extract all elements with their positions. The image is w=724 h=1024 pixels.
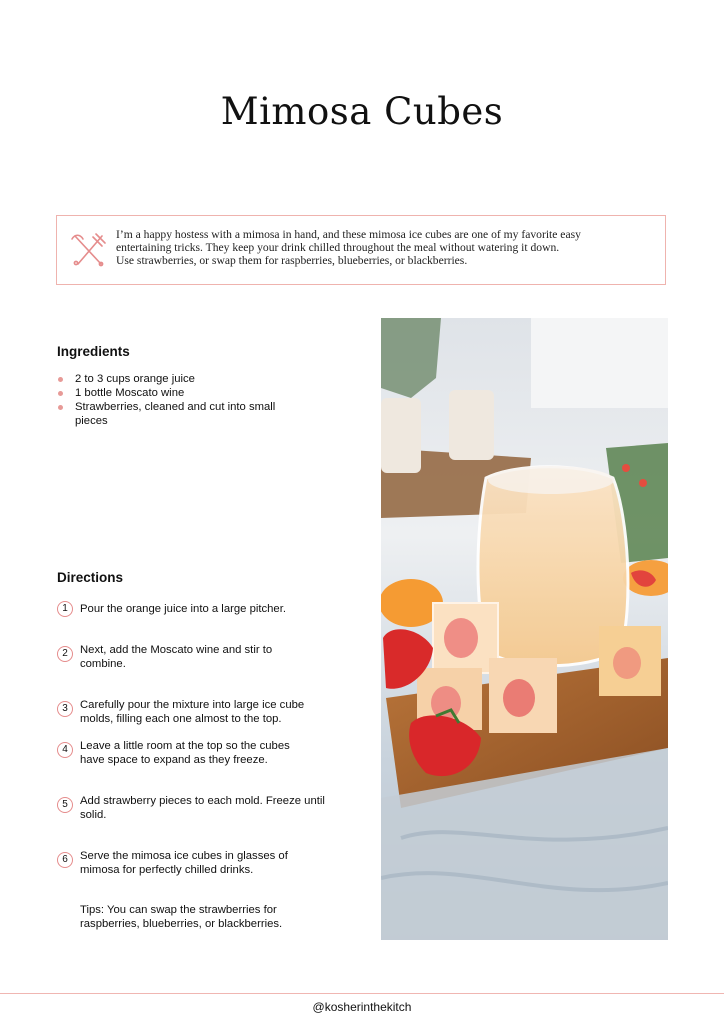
step-number-badge: 1 bbox=[57, 601, 73, 617]
step-text: Add strawberry pieces to each mold. Freeze until solid. bbox=[80, 795, 325, 821]
footer-handle: @kosherinthekitch bbox=[312, 1000, 412, 1014]
ingredient-item: 2 to 3 cups orange juice bbox=[57, 372, 317, 386]
step-text: Pour the orange juice into a large pitcher. bbox=[80, 603, 286, 615]
intro-line: Use strawberries, or swap them for raspberries, blueberries, or blackberries. bbox=[116, 254, 468, 268]
mimosa-photo bbox=[381, 318, 668, 940]
intro-text bbox=[116, 228, 656, 268]
ingredient-item: Strawberries, cleaned and cut into small pieces bbox=[57, 400, 305, 428]
ingredient-item: 1 bottle Moscato wine bbox=[57, 386, 317, 400]
page-title: Mimosa Cubes bbox=[220, 90, 504, 133]
step-number-badge: 4 bbox=[57, 742, 73, 758]
utensils-icon bbox=[69, 230, 109, 270]
step-number-badge: 3 bbox=[57, 701, 73, 717]
step-text: Serve the mimosa ice cubes in glasses of mimosa for perfectly chilled drinks. bbox=[80, 850, 288, 876]
step-number-badge: 2 bbox=[57, 646, 73, 662]
intro-line: entertaining tricks. They keep your drink chilled throughout the meal without watering it down. bbox=[116, 241, 560, 255]
directions-heading: Directions bbox=[57, 570, 124, 585]
tips-text: Tips: You can swap the strawberries for raspberries, blueberries, or blackberries. bbox=[80, 904, 283, 930]
step-text: Carefully pour the mixture into large ice cube molds, filling each one almost to the top. bbox=[80, 699, 305, 725]
step-number-badge: 5 bbox=[57, 797, 73, 813]
intro-box bbox=[56, 215, 666, 285]
step-number-badge: 6 bbox=[57, 852, 73, 868]
ingredients-heading: Ingredients bbox=[57, 344, 130, 359]
step-text: Next, add the Moscato wine and stir to combine. bbox=[80, 644, 273, 670]
ingredients-list bbox=[57, 372, 317, 428]
footer-divider bbox=[0, 993, 724, 994]
intro-line: I’m a happy hostess with a mimosa in hand, and these mimosa ice cubes are one of my favorite easy bbox=[116, 228, 581, 241]
step-text: Leave a little room at the top so the cubes have space to expand as they freeze. bbox=[80, 740, 290, 766]
